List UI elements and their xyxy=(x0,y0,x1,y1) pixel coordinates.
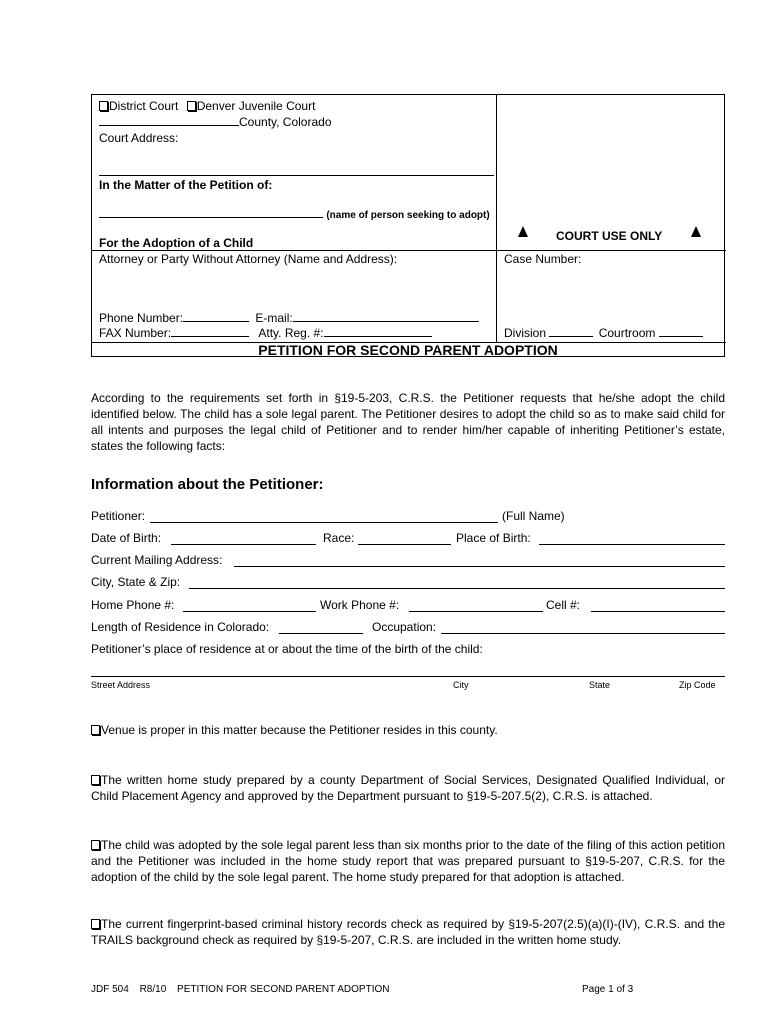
court-type-row xyxy=(99,99,315,113)
work-phone-field[interactable] xyxy=(409,611,543,612)
matter-of-petition-label: In the Matter of the Petition of: xyxy=(99,178,273,192)
county-label: County, Colorado xyxy=(239,115,332,129)
date-of-birth-label: Date of Birth: xyxy=(91,531,162,545)
work-phone-label: Work Phone #: xyxy=(320,598,400,612)
mailing-address-field[interactable] xyxy=(234,566,725,567)
district-court-label: District Court xyxy=(109,99,179,113)
venue-checkbox[interactable] xyxy=(91,725,100,735)
residence-occupation-row xyxy=(91,619,725,635)
length-of-residence-label: Length of Residence in Colorado: xyxy=(91,620,270,634)
fax-number-label: FAX Number: xyxy=(99,326,172,340)
petitioner-name-row xyxy=(99,207,490,223)
division-label: Division xyxy=(504,326,547,340)
petitioner-name-field[interactable] xyxy=(99,207,323,218)
denver-juvenile-court-label: Denver Juvenile Court xyxy=(196,99,316,113)
form-name: PETITION FOR SECOND PARENT ADOPTION xyxy=(177,984,390,995)
fax-number-field[interactable] xyxy=(171,326,249,337)
up-arrow-icon xyxy=(518,226,528,237)
background-check-checkbox[interactable] xyxy=(91,919,100,929)
court-use-only-label: COURT USE ONLY xyxy=(556,229,663,243)
dob-row xyxy=(91,530,725,546)
mailing-address-row xyxy=(91,552,725,568)
background-check-statement xyxy=(91,916,725,948)
atty-reg-field[interactable] xyxy=(324,326,432,337)
denver-juvenile-court-checkbox[interactable] xyxy=(187,101,196,111)
caption-table xyxy=(91,94,725,357)
fax-atty-row xyxy=(99,326,432,340)
background-check-text: The current fingerprint-based criminal history records check as required by §19-5-207(2.5)(a)(I)-(IV), C.R.S. and the TRAILS background check as required by §19-5-207, C.R.S. are included in the written home study. xyxy=(91,917,725,947)
race-label: Race: xyxy=(323,531,355,545)
home-phone-field[interactable] xyxy=(183,611,316,612)
cell-field[interactable] xyxy=(591,611,725,612)
form-title: PETITION FOR SECOND PARENT ADOPTION xyxy=(258,342,558,358)
home-study-checkbox[interactable] xyxy=(91,775,100,785)
caption-divider-vertical xyxy=(496,95,497,343)
county-field[interactable] xyxy=(99,115,239,126)
section-heading: Information about the Petitioner: xyxy=(91,476,324,493)
residence-at-birth-label: Petitioner’s place of residence at or about the time of the birth of the child: xyxy=(91,642,483,656)
place-of-birth-field[interactable] xyxy=(539,544,725,545)
up-arrow-icon xyxy=(691,226,701,237)
phone-number-label: Phone Number: xyxy=(99,311,184,325)
city-state-zip-row xyxy=(91,574,725,590)
atty-reg-label: Atty. Reg. #: xyxy=(258,326,324,340)
cell-label: Cell #: xyxy=(546,598,581,612)
residence-at-birth-field[interactable] xyxy=(91,676,725,677)
date-of-birth-field[interactable] xyxy=(171,544,316,545)
division-field[interactable] xyxy=(549,326,593,337)
full-name-label: (Full Name) xyxy=(502,509,565,523)
name-of-person-label: (name of person seeking to adopt) xyxy=(326,210,490,221)
form-id: JDF 504 xyxy=(91,984,129,995)
race-field[interactable] xyxy=(358,544,451,545)
district-court-checkbox[interactable] xyxy=(99,101,108,111)
prior-adoption-statement xyxy=(91,837,725,885)
prior-adoption-text: The child was adopted by the sole legal parent less than six months prior to the date of the filing of this action petition and the Petitioner was included in the home study report that was prepared pursuant to §19-5-207, C.R.S. for the adoption of the child by the sole legal parent. The home study prepared for that adoption is attached. xyxy=(91,838,725,884)
court-address-label: Court Address: xyxy=(99,131,179,145)
home-study-statement xyxy=(91,772,725,804)
home-phone-label: Home Phone #: xyxy=(91,598,175,612)
venue-statement xyxy=(91,722,725,738)
phone-email-row xyxy=(99,311,479,325)
occupation-label: Occupation: xyxy=(372,620,437,634)
courtroom-label: Courtroom xyxy=(598,326,656,340)
county-row xyxy=(99,115,332,129)
email-label: E-mail: xyxy=(255,311,293,325)
zip-code-label: Zip Code xyxy=(679,680,716,690)
phone-row xyxy=(91,597,725,613)
phone-number-field[interactable] xyxy=(183,311,249,322)
city-state-zip-label: City, State & Zip: xyxy=(91,575,181,589)
attorney-label: Attorney or Party Without Attorney (Name and Address): xyxy=(99,252,398,266)
adoption-of-child-label: For the Adoption of a Child xyxy=(99,236,254,250)
intro-paragraph: According to the requirements set forth in §19-5-203, C.R.S. the Petitioner requests that he/she adopt the child identified below. The child has a sole legal parent. The Petitioner desires to adopt the child so as to make said child for all intents and purposes the legal child of Petitioner and to render him/her capable of inheriting Petitioner’s estate, states the following facts: xyxy=(91,391,725,453)
place-of-birth-label: Place of Birth: xyxy=(456,531,531,545)
petitioner-field[interactable] xyxy=(150,522,498,523)
home-study-text: The written home study prepared by a county Department of Social Services, Designated Qualified Individual, or Child Placement Agency and approved by the Department pursuant to §19-5-207.5(2), C.R.S. is attached. xyxy=(91,773,725,803)
occupation-field[interactable] xyxy=(441,633,725,634)
city-label: City xyxy=(453,680,469,690)
state-label: State xyxy=(589,680,611,690)
page-number: Page 1 of 3 xyxy=(582,984,634,995)
footer-form-info xyxy=(91,984,389,996)
venue-text: Venue is proper in this matter because the Petitioner resides in this county. xyxy=(101,723,498,737)
street-address-label: Street Address xyxy=(91,680,151,690)
prior-adoption-checkbox[interactable] xyxy=(91,840,100,850)
case-number-label: Case Number: xyxy=(504,252,582,266)
petitioner-row xyxy=(91,508,725,524)
courtroom-field[interactable] xyxy=(659,326,703,337)
caption-divider-middle xyxy=(92,250,726,251)
form-revision: R8/10 xyxy=(139,984,167,995)
petitioner-label: Petitioner: xyxy=(91,509,146,523)
length-of-residence-field[interactable] xyxy=(279,633,363,634)
email-field[interactable] xyxy=(293,311,479,322)
court-address-field[interactable] xyxy=(99,175,494,176)
city-state-zip-field[interactable] xyxy=(189,588,725,589)
division-courtroom-row xyxy=(504,326,703,340)
mailing-address-label: Current Mailing Address: xyxy=(91,553,223,567)
